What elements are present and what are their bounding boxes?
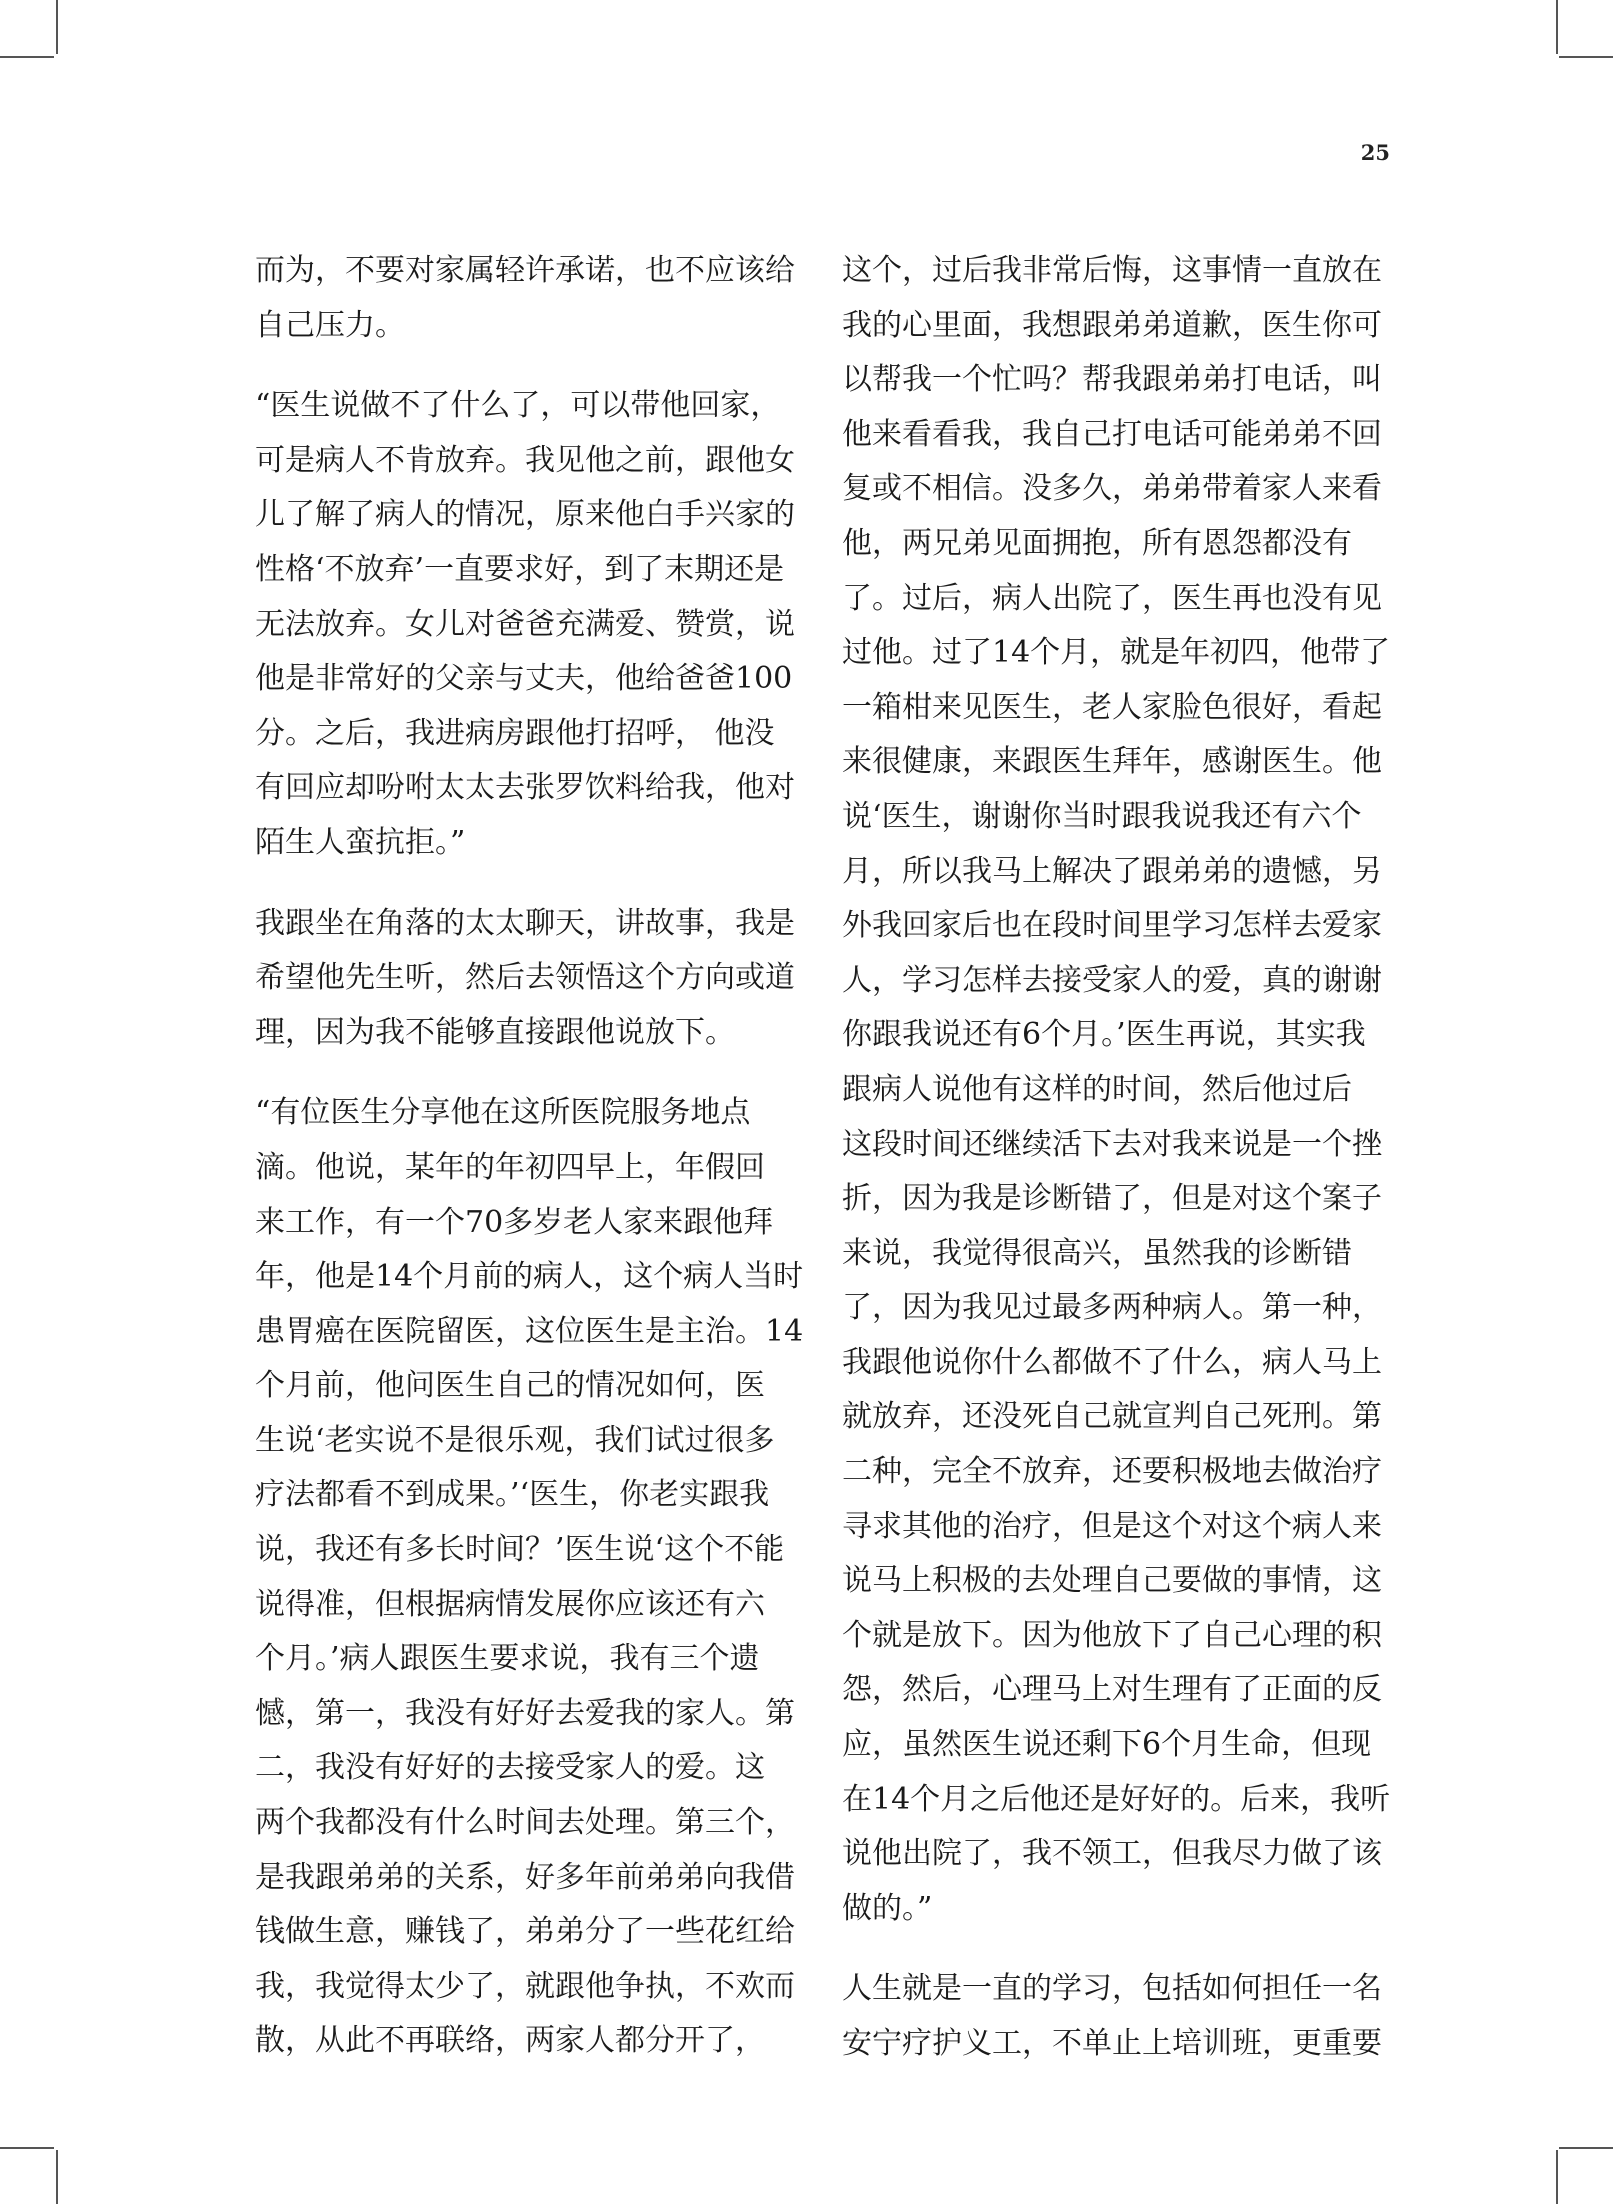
text-line: 说他出院了，我不领工，但我尽力做了该	[842, 1836, 1382, 1872]
text-line: 理，因为我不能够直接跟他说放下。	[255, 1014, 735, 1050]
text-line: 个月前，他问医生自己的情况如何，医	[255, 1368, 765, 1404]
text-line: 我，我觉得太少了，就跟他争执，不欢而	[255, 1968, 795, 2004]
crop-mark-bottom-right-vertical	[1556, 2150, 1558, 2204]
text-line: 我跟坐在角落的太太聊天，讲故事，我是	[255, 905, 795, 941]
crop-mark-top-right-horizontal	[1559, 56, 1613, 58]
paragraph	[255, 1086, 804, 2069]
text-line: 应，虽然医生说还剩下6个月生命，但现	[842, 1727, 1372, 1763]
text-line: 说得准，但根据病情发展你应该还有六	[255, 1586, 765, 1622]
text-line: 以帮我一个忙吗？帮我跟弟弟打电话，叫	[842, 362, 1382, 398]
text-line: 两个我都没有什么时间去处理。第三个，	[255, 1805, 795, 1841]
text-line: 疗法都看不到成果。’‘医生，你老实跟我	[255, 1477, 770, 1513]
text-line: 可是病人不肯放弃。我见他之前，跟他女	[255, 442, 795, 478]
text-line: 安宁疗护义工，不单止上培训班，更重要	[842, 2026, 1382, 2061]
crop-mark-top-right-vertical	[1556, 0, 1558, 54]
text-line: 了，因为我见过最多两种病人。第一种，	[842, 1290, 1382, 1326]
crop-mark-bottom-left-vertical	[56, 2150, 58, 2204]
paragraph	[842, 244, 1391, 1936]
left-column	[255, 244, 804, 2095]
text-line: 一箱柑来见医生，老人家脸色很好，看起	[842, 689, 1382, 725]
text-line: 月，所以我马上解决了跟弟弟的遗憾，另	[842, 853, 1382, 889]
text-line: 做的。”	[842, 1890, 933, 1926]
text-line: 性格‘不放弃’一直要求好，到了末期还是	[255, 551, 785, 587]
text-line: 说‘医生，谢谢你当时跟我说我还有六个	[842, 798, 1362, 834]
text-line: 来工作，有一个70多岁老人家来跟他拜	[255, 1204, 774, 1240]
text-line: 有回应却吩咐太太去张罗饮料给我，他对	[255, 770, 795, 806]
page-number: 25	[1360, 140, 1390, 165]
crop-mark-top-left-vertical	[56, 0, 58, 54]
paragraph	[255, 897, 797, 1061]
text-line: 就放弃，还没死自己就宣判自己死刑。第	[842, 1399, 1382, 1435]
right-column	[842, 244, 1391, 2098]
text-line: 怨，然后，心理马上对生理有了正面的反	[842, 1672, 1382, 1708]
text-line: 我跟他说你什么都做不了什么，病人马上	[842, 1344, 1382, 1380]
text-line: 人，学习怎样去接受家人的爱，真的谢谢	[842, 962, 1382, 998]
text-line: 你跟我说还有6个月。’医生再说，其实我	[842, 1017, 1366, 1053]
text-line: 自己压力。	[255, 307, 405, 343]
text-line: 跟病人说他有这样的时间，然后他过后	[842, 1071, 1352, 1107]
text-line: 我的心里面，我想跟弟弟道歉，医生你可	[842, 307, 1382, 343]
text-line: 个月。’病人跟医生要求说，我有三个遗	[255, 1641, 760, 1677]
text-line: 这个，过后我非常后悔，这事情一直放在	[842, 253, 1382, 288]
text-line: 二种，完全不放弃，还要积极地去做治疗	[842, 1454, 1382, 1490]
text-line: 来说，我觉得很高兴，虽然我的诊断错	[842, 1235, 1352, 1271]
text-line: 生说‘老实说不是很乐观，我们试过很多	[255, 1422, 775, 1458]
text-line: 憾，第一，我没有好好去爱我的家人。第	[255, 1695, 795, 1731]
paragraph	[842, 1962, 1384, 2071]
text-line: 他，两兄弟见面拥抱，所有恩怨都没有	[842, 525, 1352, 561]
text-line: 来很健康，来跟医生拜年，感谢医生。他	[842, 744, 1382, 780]
text-line: 寻求其他的治疗，但是这个对这个病人来	[842, 1508, 1382, 1544]
text-line: 说马上积极的去处理自己要做的事情，这	[842, 1563, 1382, 1599]
text-line: 分。之后，我进病房跟他打招呼， 他没	[255, 715, 775, 751]
text-line: 希望他先生听，然后去领悟这个方向或道	[255, 960, 795, 996]
text-line: “医生说做不了什么了，可以带他回家，	[255, 388, 781, 424]
text-line: 钱做生意，赚钱了，弟弟分了一些花红给	[255, 1914, 795, 1950]
text-line: 他来看看我，我自己打电话可能弟弟不回	[842, 416, 1382, 452]
paragraph	[255, 244, 797, 353]
crop-mark-top-left-horizontal	[0, 56, 54, 58]
text-line: 复或不相信。没多久，弟弟带着家人来看	[842, 471, 1382, 507]
text-line: 在14个月之后他还是好好的。后来，我听	[842, 1781, 1391, 1817]
text-line: 人生就是一直的学习，包括如何担任一名	[842, 1971, 1382, 2007]
text-line: 了。过后，病人出院了，医生再也没有见	[842, 580, 1382, 616]
text-line: “有位医生分享他在这所医院服务地点	[255, 1095, 751, 1131]
text-line: 过他。过了14个月，就是年初四，他带了	[842, 635, 1391, 671]
text-line: 滴。他说，某年的年初四早上，年假回	[255, 1149, 765, 1185]
text-line: 这段时间还继续活下去对我来说是一个挫	[842, 1126, 1382, 1162]
text-line: 二，我没有好好的去接受家人的爱。这	[255, 1750, 765, 1786]
text-line: 散，从此不再联络，两家人都分开了，	[255, 2023, 765, 2059]
text-line: 外我回家后也在段时间里学习怎样去爱家	[842, 908, 1382, 944]
text-line: 而为，不要对家属轻许承诺，也不应该给	[255, 253, 795, 288]
crop-mark-bottom-right-horizontal	[1559, 2147, 1613, 2149]
text-line: 患胃癌在医院留医，这位医生是主治。14	[255, 1313, 804, 1349]
text-line: 陌生人蛮抗拒。”	[255, 824, 466, 860]
text-line: 他是非常好的父亲与丈夫，他给爸爸100	[255, 661, 793, 697]
text-line: 年，他是14个月前的病人，这个病人当时	[255, 1259, 804, 1295]
crop-mark-bottom-left-horizontal	[0, 2147, 54, 2149]
text-line: 说，我还有多长时间？’医生说‘这个不能	[255, 1532, 785, 1568]
text-line: 个就是放下。因为他放下了自己心理的积	[842, 1617, 1382, 1653]
paragraph	[255, 379, 797, 870]
text-line: 是我跟弟弟的关系，好多年前弟弟向我借	[255, 1859, 795, 1895]
text-line: 折，因为我是诊断错了，但是对这个案子	[842, 1181, 1382, 1217]
text-line: 无法放弃。女儿对爸爸充满爱、赞赏，说	[255, 606, 795, 642]
text-line: 儿了解了病人的情况，原来他白手兴家的	[255, 497, 795, 533]
